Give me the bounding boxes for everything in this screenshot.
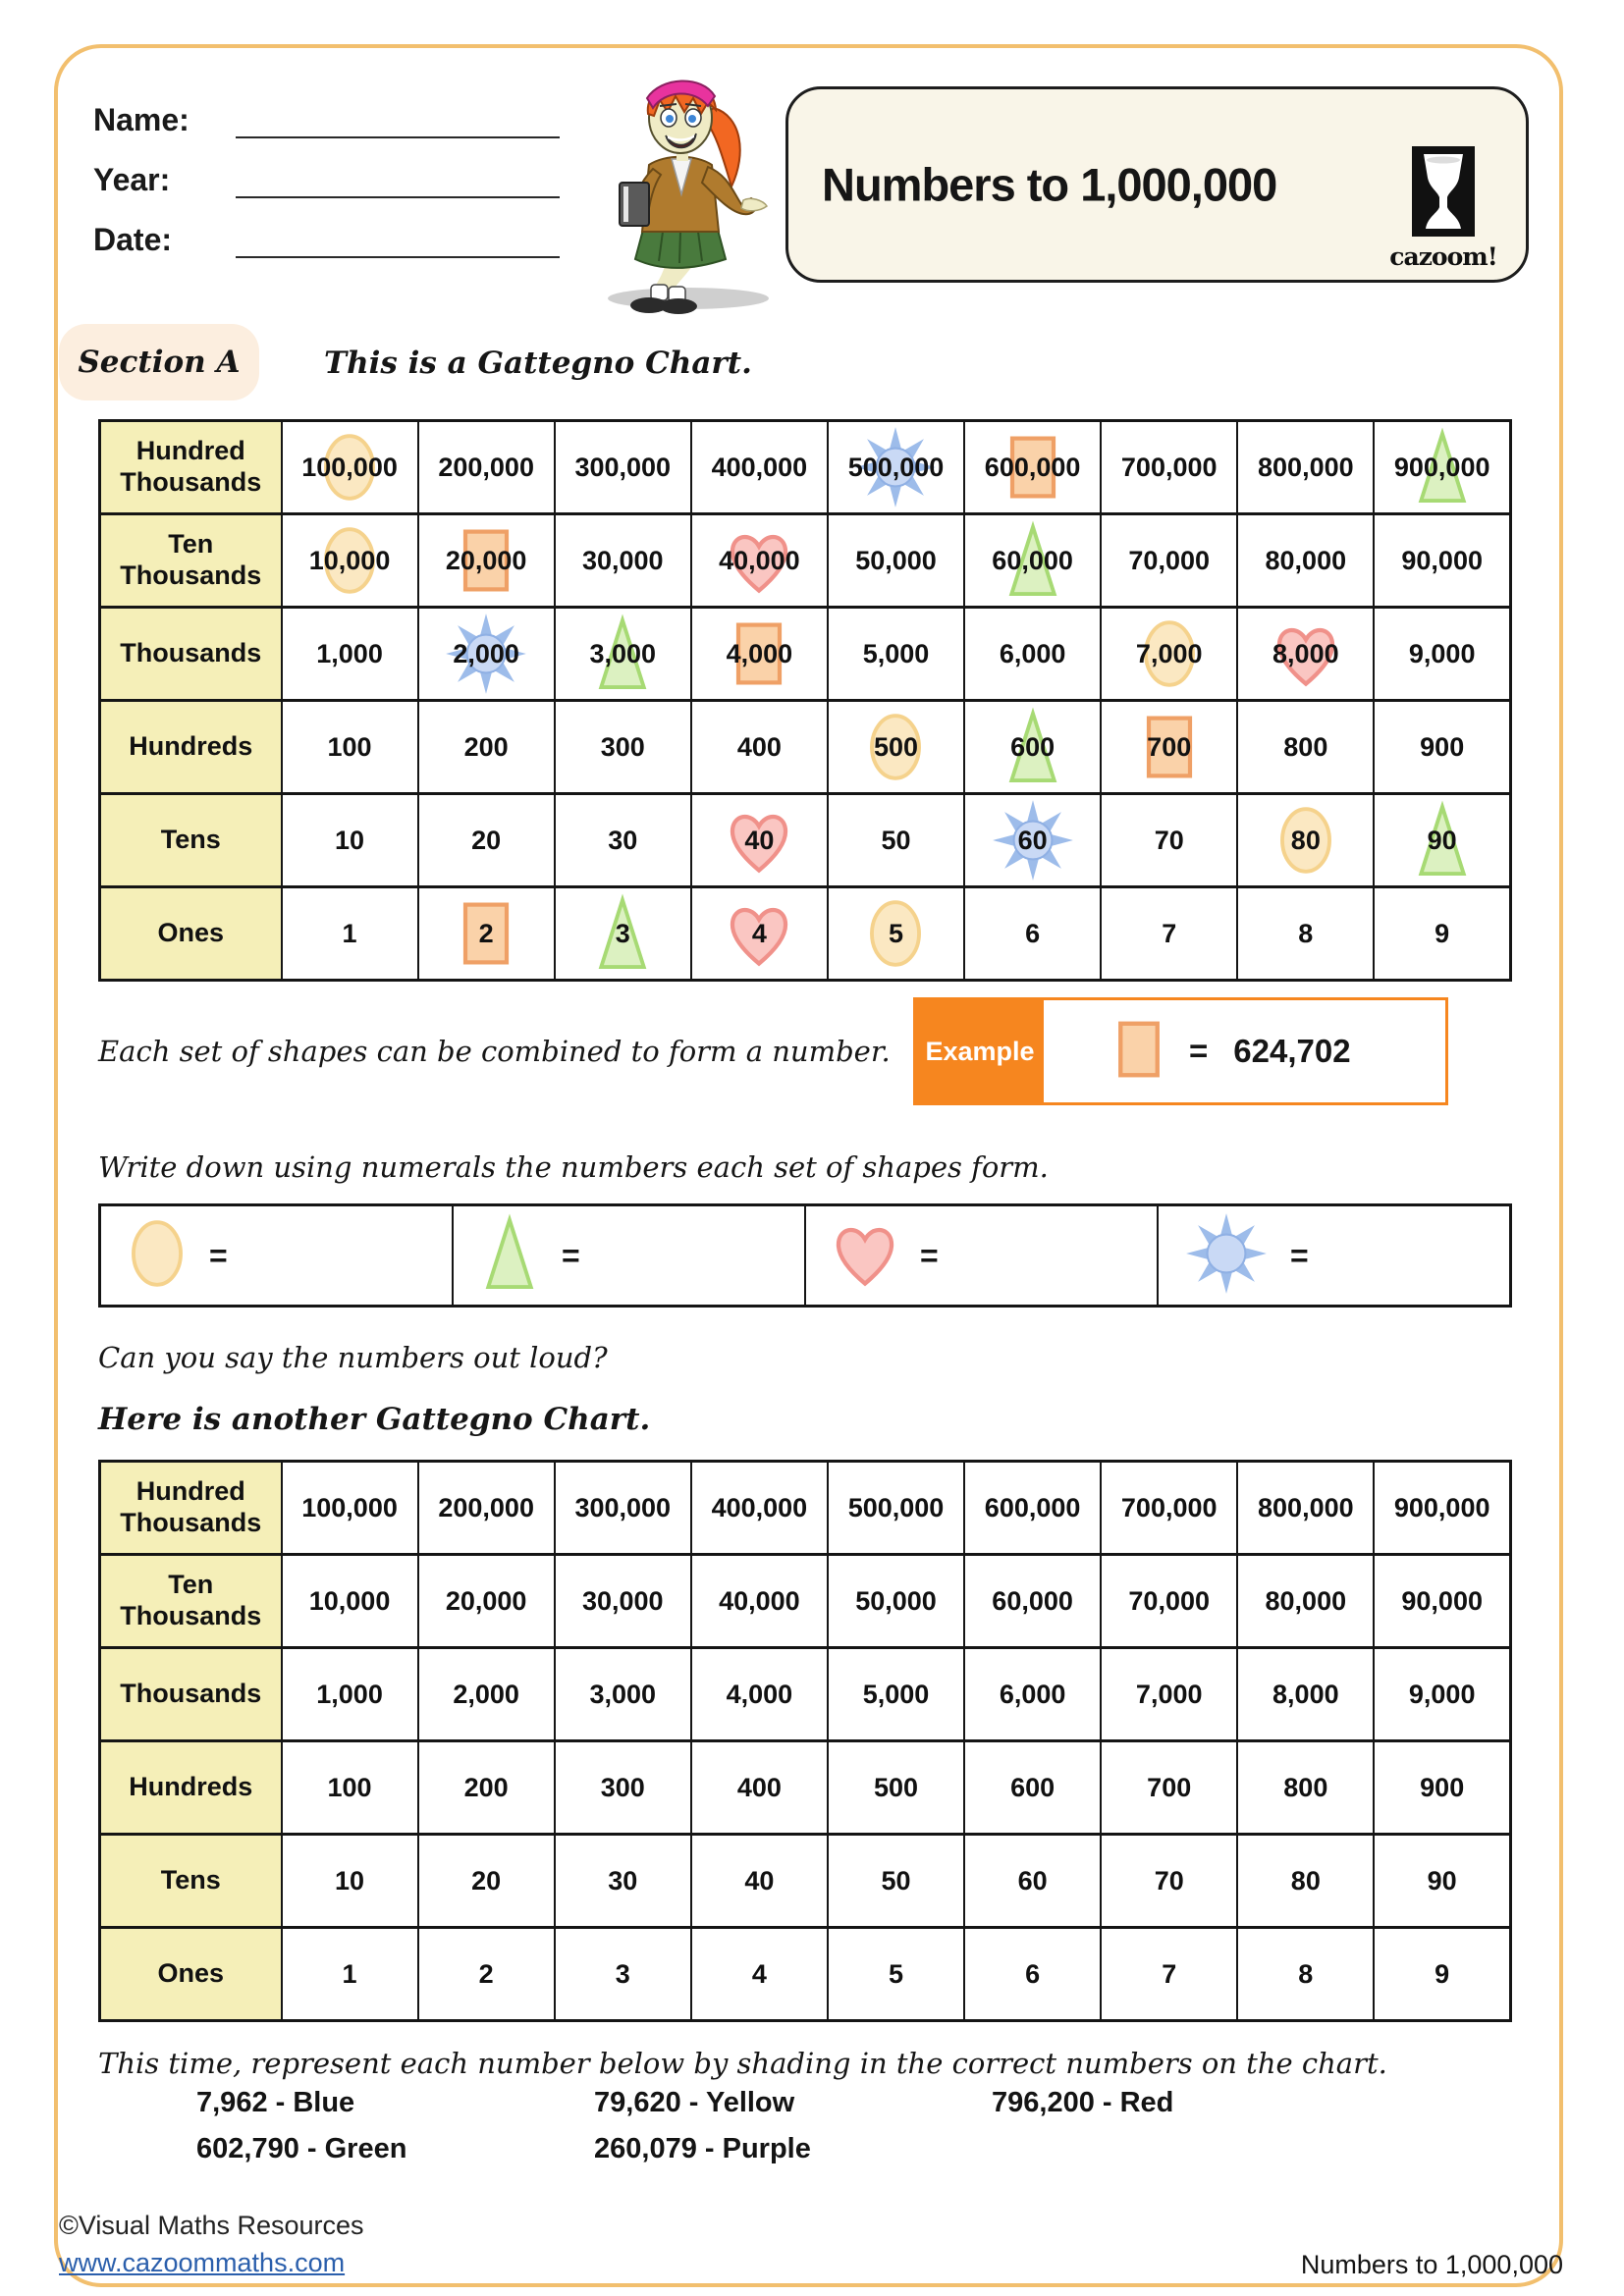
chart-cell: [1374, 421, 1510, 514]
equals-sign: =: [1290, 1237, 1309, 1273]
cell-value: 300,000: [574, 1492, 672, 1522]
gattegno-chart-2-row: [100, 1555, 1511, 1648]
year-label: Year:: [93, 162, 171, 197]
cell-value: 3,000: [589, 1679, 657, 1709]
row-header: Hundreds: [100, 1741, 282, 1835]
chart-cell[interactable]: [282, 1741, 418, 1835]
cell-value: 4: [751, 918, 767, 948]
example-label: Example: [916, 1000, 1044, 1102]
cell-value: 300: [600, 1772, 645, 1802]
cell-value: 700,000: [1120, 1492, 1218, 1522]
student-fields: [93, 102, 560, 258]
cell-value: 20,000: [445, 1585, 527, 1616]
chart-cell[interactable]: [691, 1835, 828, 1928]
cell-value: 90: [1427, 1865, 1457, 1896]
cell-value: 4,000: [726, 638, 793, 668]
cell-value: 70: [1154, 1865, 1184, 1896]
cell-value: 80,000: [1265, 1585, 1347, 1616]
cell-value: 10: [335, 1865, 365, 1896]
logo-text: cazoom!: [1389, 242, 1497, 271]
shading-item: 796,200 - Red: [992, 2087, 1174, 2118]
cell-value: 800,000: [1258, 1492, 1354, 1522]
cell-value: 1,000: [316, 1679, 383, 1709]
cell-value: 800: [1283, 1772, 1328, 1802]
chart-cell: [691, 887, 828, 981]
cell-value: 3: [615, 1958, 630, 1989]
chart-cell[interactable]: [418, 1648, 555, 1741]
chart-cell: [555, 794, 691, 887]
gattegno-chart-2-row: [100, 1741, 1511, 1835]
cell-value: 90: [1427, 825, 1457, 855]
chart-cell[interactable]: [964, 1555, 1101, 1648]
cell-value: 9,000: [1408, 1679, 1476, 1709]
cell-value: 6: [1025, 918, 1041, 948]
cell-value: 80,000: [1265, 545, 1347, 575]
section-a-intro: This is a Gattegno Chart.: [324, 346, 752, 381]
chart-cell: [828, 514, 964, 608]
shading-instruction: This time, represent each number below by shading in the correct numbers on the chart.: [98, 2047, 1387, 2080]
chart-cell: [964, 421, 1101, 514]
chart-cell: [282, 794, 418, 887]
answer-cell-triangle[interactable]: [452, 1206, 804, 1305]
star-shape-icon-wrap: [1184, 1208, 1269, 1304]
cell-value: 600,000: [984, 452, 1081, 482]
cell-value: 30: [608, 1865, 638, 1896]
row-header: Thousands: [100, 1648, 282, 1741]
chart-cell[interactable]: [828, 1928, 964, 2021]
chart-cell[interactable]: [418, 1928, 555, 2021]
chart-cell: [1237, 887, 1374, 981]
chart-cell: [555, 421, 691, 514]
chart-cell: [828, 608, 964, 701]
chart-cell: [1237, 794, 1374, 887]
square-shape-icon: [1114, 1017, 1164, 1087]
drum-logo-icon: [1412, 146, 1475, 237]
cell-value: 10: [335, 825, 365, 855]
chart-cell[interactable]: [1374, 1648, 1510, 1741]
chart-cell[interactable]: [1237, 1741, 1374, 1835]
cell-value: 7,000: [1135, 1679, 1203, 1709]
cell-value: 30,000: [581, 545, 664, 575]
cell-value: 10,000: [308, 1585, 391, 1616]
chart-cell: [828, 421, 964, 514]
row-header: Ten Thousands: [100, 514, 282, 608]
cell-value: 300,000: [574, 452, 672, 482]
say-aloud-prompt: Can you say the numbers out loud?: [98, 1341, 608, 1374]
date-field: [93, 222, 560, 258]
triangle-shape-icon-wrap: [479, 1212, 540, 1300]
cell-value: 8: [1298, 918, 1314, 948]
second-chart-heading: Here is another Gattegno Chart.: [98, 1402, 651, 1437]
cell-value: 100: [327, 731, 372, 762]
chart-cell: [282, 887, 418, 981]
chart-cell: [828, 887, 964, 981]
chart-cell: [555, 701, 691, 794]
cell-value: 40,000: [719, 545, 800, 575]
cell-value: 400,000: [711, 1492, 808, 1522]
cell-value: 40,000: [719, 1585, 800, 1616]
name-input-line[interactable]: [236, 103, 560, 138]
cell-value: 700,000: [1120, 452, 1218, 482]
cell-value: 5: [888, 1958, 903, 1989]
chart-cell: [1101, 887, 1237, 981]
cell-value: 600: [1010, 1772, 1056, 1802]
cell-value: 5: [888, 918, 903, 948]
cell-value: 400: [736, 1772, 782, 1802]
shading-item: 260,079 - Purple: [594, 2133, 811, 2164]
cell-value: 500,000: [847, 452, 945, 482]
cell-value: 6,000: [999, 638, 1066, 668]
example-content: [1044, 1000, 1445, 1102]
chart-cell[interactable]: [282, 1648, 418, 1741]
cell-value: 200: [463, 1772, 509, 1802]
cell-value: 9,000: [1408, 638, 1476, 668]
cell-value: 7: [1162, 918, 1177, 948]
gattegno-chart-2-row: [100, 1928, 1511, 2021]
chart-cell: [1237, 608, 1374, 701]
gattegno-chart-1-row: [100, 701, 1511, 794]
cell-value: 3,000: [589, 638, 657, 668]
row-header: Ones: [100, 1928, 282, 2021]
chart-cell[interactable]: [964, 1835, 1101, 1928]
gattegno-chart-1-row: [100, 887, 1511, 981]
answer-cell-heart[interactable]: [804, 1206, 1157, 1305]
cell-value: 600: [1010, 731, 1056, 762]
chart-cell[interactable]: [964, 1928, 1101, 2021]
chart-cell[interactable]: [418, 1741, 555, 1835]
cell-value: 200,000: [438, 1492, 534, 1522]
chart-cell[interactable]: [691, 1462, 828, 1555]
cell-value: 70,000: [1128, 1585, 1210, 1616]
cell-value: 80: [1290, 1865, 1321, 1896]
cell-value: 40: [744, 1865, 775, 1896]
chart-cell[interactable]: [1101, 1741, 1237, 1835]
cell-value: 30: [608, 825, 638, 855]
chart-cell[interactable]: [418, 1462, 555, 1555]
chart-cell: [418, 514, 555, 608]
cell-value: 8,000: [1272, 638, 1339, 668]
cell-value: 8,000: [1272, 1679, 1339, 1709]
cell-value: 2: [478, 918, 494, 948]
schoolgirl-drawing: [574, 57, 792, 314]
chart-cell: [691, 608, 828, 701]
square-shape-icon: [1114, 1017, 1164, 1082]
row-header: Ones: [100, 887, 282, 981]
cell-value: 400,000: [711, 452, 808, 482]
cell-value: 50,000: [855, 545, 937, 575]
chart-cell: [418, 701, 555, 794]
chart-cell: [1101, 421, 1237, 514]
cell-value: 5,000: [862, 638, 930, 668]
chart-cell[interactable]: [1237, 1835, 1374, 1928]
chart-cell: [964, 794, 1101, 887]
write-down-prompt: Write down using numerals the numbers each set of shapes form.: [98, 1150, 1049, 1184]
chart-cell[interactable]: [691, 1928, 828, 2021]
chart-cell: [1101, 608, 1237, 701]
copyright-text: ©Visual Maths Resources: [59, 2211, 364, 2240]
row-header: Hundred Thousands: [100, 421, 282, 514]
row-header: Thousands: [100, 608, 282, 701]
cell-value: 60,000: [992, 1585, 1073, 1616]
cell-value: 600,000: [984, 1492, 1081, 1522]
cazoom-link[interactable]: www.cazoommaths.com: [59, 2248, 346, 2277]
cell-value: 500: [873, 731, 919, 762]
chart-cell: [282, 514, 418, 608]
cell-value: 90,000: [1401, 545, 1483, 575]
chart-cell[interactable]: [555, 1648, 691, 1741]
chart-cell: [555, 887, 691, 981]
cell-value: 6,000: [999, 1679, 1066, 1709]
name-label: Name:: [93, 102, 189, 137]
row-header: Hundreds: [100, 701, 282, 794]
chart-cell[interactable]: [828, 1462, 964, 1555]
chart-cell: [691, 794, 828, 887]
year-field: [93, 162, 560, 198]
cell-value: 60: [1017, 1865, 1048, 1896]
cell-value: 1: [342, 918, 357, 948]
gattegno-chart-2-row: [100, 1462, 1511, 1555]
cell-value: 6: [1025, 1958, 1041, 1989]
circle-shape-icon-wrap: [127, 1214, 188, 1298]
cell-value: 50: [881, 825, 911, 855]
chart-cell[interactable]: [1101, 1835, 1237, 1928]
cell-value: 2: [478, 1958, 494, 1989]
chart-cell: [1374, 701, 1510, 794]
chart-cell: [964, 701, 1101, 794]
chart-cell[interactable]: [1374, 1835, 1510, 1928]
chart-cell[interactable]: [282, 1462, 418, 1555]
chart-cell[interactable]: [691, 1741, 828, 1835]
chart-cell: [1101, 701, 1237, 794]
cell-value: 300: [600, 731, 645, 762]
gattegno-chart-1-row: [100, 608, 1511, 701]
cell-value: 900,000: [1393, 452, 1490, 482]
row-header: Ten Thousands: [100, 1555, 282, 1648]
cell-value: 2,000: [453, 1679, 519, 1709]
chart-cell[interactable]: [1237, 1462, 1374, 1555]
cell-value: 4,000: [726, 1679, 793, 1709]
cell-value: 1: [342, 1958, 357, 1989]
chart-cell: [1374, 794, 1510, 887]
gattegno-chart-2-row: [100, 1648, 1511, 1741]
cell-value: 700: [1147, 1772, 1192, 1802]
gattegno-chart-2: [98, 1460, 1512, 2022]
footer-doc-title: Numbers to 1,000,000: [1300, 2250, 1563, 2279]
chart-cell: [1374, 608, 1510, 701]
chart-cell[interactable]: [828, 1741, 964, 1835]
chart-cell[interactable]: [1374, 1462, 1510, 1555]
chart-cell: [964, 608, 1101, 701]
cell-value: 8: [1298, 1958, 1314, 1989]
cell-value: 70: [1154, 825, 1184, 855]
cell-value: 100: [327, 1772, 372, 1802]
chart-cell: [964, 887, 1101, 981]
chart-cell: [1237, 701, 1374, 794]
chart-cell[interactable]: [555, 1835, 691, 1928]
answer-row: [98, 1203, 1512, 1308]
row-header: Tens: [100, 794, 282, 887]
cell-value: 900,000: [1393, 1492, 1490, 1522]
equals-sign: =: [562, 1237, 580, 1273]
date-label: Date:: [93, 222, 173, 257]
chart-cell: [282, 421, 418, 514]
date-input-line[interactable]: [236, 223, 560, 258]
chart-cell[interactable]: [828, 1555, 964, 1648]
shading-item: 7,962 - Blue: [196, 2087, 355, 2118]
chart-cell: [691, 701, 828, 794]
chart-cell: [1374, 514, 1510, 608]
schoolgirl-illustration: [574, 57, 792, 314]
gattegno-chart-1-row: [100, 794, 1511, 887]
heart-shape-icon: [832, 1216, 898, 1291]
chart-cell[interactable]: [555, 1741, 691, 1835]
cell-value: 800: [1283, 731, 1328, 762]
cell-value: 10,000: [308, 545, 391, 575]
chart-cell[interactable]: [1374, 1555, 1510, 1648]
chart-cell[interactable]: [282, 1928, 418, 2021]
chart-cell[interactable]: [555, 1928, 691, 2021]
chart-cell: [418, 887, 555, 981]
heart-shape-icon-wrap: [832, 1216, 898, 1296]
chart-cell[interactable]: [964, 1462, 1101, 1555]
cell-value: 90,000: [1401, 1585, 1483, 1616]
chart-cell[interactable]: [964, 1741, 1101, 1835]
cell-value: 200,000: [438, 452, 534, 482]
triangle-shape-icon: [479, 1212, 540, 1295]
chart-cell[interactable]: [691, 1555, 828, 1648]
cell-value: 500,000: [847, 1492, 945, 1522]
cell-value: 400: [736, 731, 782, 762]
cell-value: 70,000: [1128, 545, 1210, 575]
name-field: [93, 102, 560, 138]
chart-cell[interactable]: [1101, 1928, 1237, 2021]
cell-value: 50,000: [855, 1585, 937, 1616]
cell-value: 40: [744, 825, 775, 855]
equals-sign: =: [209, 1237, 228, 1273]
row-header: Hundred Thousands: [100, 1462, 282, 1555]
equals-sign: =: [1189, 1033, 1209, 1069]
chart-cell[interactable]: [282, 1555, 418, 1648]
chart-cell: [964, 514, 1101, 608]
cell-value: 80: [1290, 825, 1321, 855]
cell-value: 7: [1162, 1958, 1177, 1989]
gattegno-chart-1-row: [100, 514, 1511, 608]
chart-cell: [555, 514, 691, 608]
chart-cell[interactable]: [282, 1835, 418, 1928]
chart-cell[interactable]: [555, 1555, 691, 1648]
chart-cell[interactable]: [1237, 1928, 1374, 2021]
cell-value: 900: [1420, 1772, 1465, 1802]
example-value: 624,702: [1233, 1033, 1351, 1069]
cell-value: 9: [1435, 918, 1450, 948]
example-box: [913, 997, 1448, 1105]
cell-value: 100,000: [301, 452, 398, 482]
cell-value: 7,000: [1135, 638, 1203, 668]
chart-cell: [418, 794, 555, 887]
cell-value: 900: [1420, 731, 1465, 762]
chart-cell[interactable]: [828, 1648, 964, 1741]
row-header: Tens: [100, 1835, 282, 1928]
chart-cell[interactable]: [1101, 1462, 1237, 1555]
cell-value: 20,000: [445, 545, 527, 575]
chart-cell: [418, 608, 555, 701]
cell-value: 60: [1017, 825, 1048, 855]
chart-cell: [691, 421, 828, 514]
cell-value: 800,000: [1258, 452, 1354, 482]
cell-value: 30,000: [581, 1585, 664, 1616]
cell-value: 700: [1147, 731, 1192, 762]
chart-cell: [555, 608, 691, 701]
gattegno-chart-1: [98, 419, 1512, 982]
cell-value: 1,000: [316, 638, 383, 668]
chart-cell[interactable]: [1101, 1555, 1237, 1648]
cell-value: 200: [463, 731, 509, 762]
chart-cell: [1101, 514, 1237, 608]
gattegno-chart-2-row: [100, 1835, 1511, 1928]
chart-cell[interactable]: [418, 1555, 555, 1648]
example-caption: Each set of shapes can be combined to form a number.: [98, 1035, 891, 1068]
chart-cell[interactable]: [1237, 1648, 1374, 1741]
chart-cell: [418, 421, 555, 514]
chart-cell[interactable]: [691, 1648, 828, 1741]
chart-cell[interactable]: [555, 1462, 691, 1555]
chart-cell[interactable]: [1374, 1741, 1510, 1835]
cell-value: 4: [751, 1958, 767, 1989]
cell-value: 3: [615, 918, 630, 948]
chart-cell: [1237, 421, 1374, 514]
chart-cell: [828, 701, 964, 794]
worksheet-title: Numbers to 1,000,000: [822, 158, 1277, 211]
chart-cell: [1101, 794, 1237, 887]
chart-cell[interactable]: [418, 1835, 555, 1928]
cell-value: 500: [873, 1772, 919, 1802]
answer-cell-star[interactable]: [1157, 1206, 1509, 1305]
shading-item: 602,790 - Green: [196, 2133, 407, 2164]
cell-value: 5,000: [862, 1679, 930, 1709]
cell-value: 9: [1435, 1958, 1450, 1989]
cell-value: 60,000: [992, 545, 1073, 575]
gattegno-chart-1-row: [100, 421, 1511, 514]
title-box: [785, 86, 1529, 283]
cell-value: 2,000: [453, 638, 519, 668]
answer-cell-circle[interactable]: [101, 1206, 452, 1305]
chart-cell[interactable]: [828, 1835, 964, 1928]
cell-value: 50: [881, 1865, 911, 1896]
shading-list: [196, 2087, 1483, 2165]
chart-cell[interactable]: [1237, 1555, 1374, 1648]
chart-cell[interactable]: [964, 1648, 1101, 1741]
chart-cell[interactable]: [1101, 1648, 1237, 1741]
cell-value: 20: [471, 825, 502, 855]
chart-cell: [1237, 514, 1374, 608]
shading-item: 79,620 - Yellow: [594, 2087, 795, 2118]
circle-shape-icon: [127, 1214, 188, 1293]
cazoom-logo: [1388, 146, 1498, 271]
chart-cell[interactable]: [1374, 1928, 1510, 2021]
chart-cell: [282, 608, 418, 701]
cell-value: 20: [471, 1865, 502, 1896]
cell-value: 100,000: [301, 1492, 398, 1522]
chart-cell: [282, 701, 418, 794]
chart-cell: [828, 794, 964, 887]
year-input-line[interactable]: [236, 163, 560, 198]
section-a-badge: Section A: [59, 324, 259, 400]
chart-cell: [691, 514, 828, 608]
chart-cell: [1374, 887, 1510, 981]
equals-sign: =: [920, 1237, 939, 1273]
star-shape-icon: [1184, 1208, 1269, 1299]
